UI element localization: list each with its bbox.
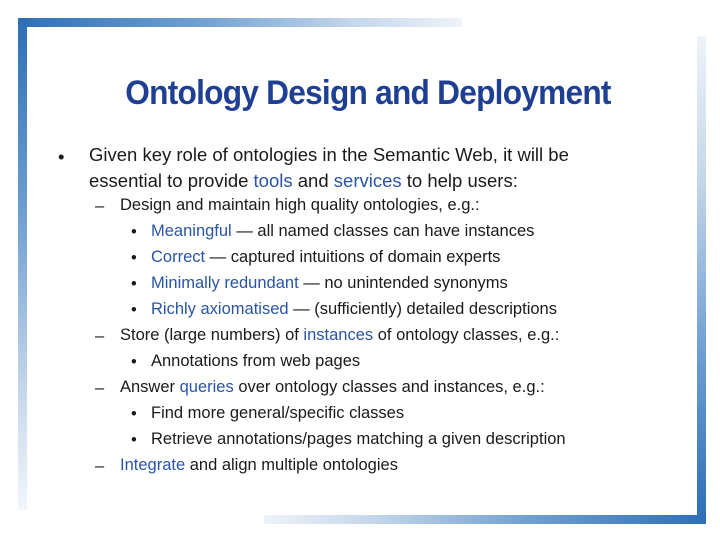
dash-marker: – <box>95 327 105 345</box>
list-item: Meaningful — all named classes can have instances <box>151 222 535 240</box>
sub-bullet-design: Design and maintain high quality ontologies, e.g.: <box>120 196 480 214</box>
dash-marker: – <box>95 379 105 397</box>
term-services: services <box>333 170 402 191</box>
sub-bullet-integrate: Integrate and align multiple ontologies <box>120 456 398 474</box>
list-item: Annotations from web pages <box>151 352 361 370</box>
bullet-main-line2: essential to provide tools and services to help users: <box>89 170 518 191</box>
term-integrate: Integrate <box>120 456 186 474</box>
term-instances: instances <box>303 326 374 344</box>
sub-bullet-answer: Answer queries over ontology classes and instances, e.g.: <box>120 378 545 396</box>
term-tools: tools <box>253 170 293 191</box>
bullet-marker: • <box>131 431 137 449</box>
bullet-marker: • <box>131 249 137 267</box>
term-richly-axiomatised: Richly axiomatised <box>151 300 289 318</box>
list-item: Richly axiomatised — (sufficiently) detailed descriptions <box>151 300 557 318</box>
list-item: Minimally redundant — no unintended synonyms <box>151 274 508 292</box>
list-item: Retrieve annotations/pages matching a given description <box>151 430 566 448</box>
bullet-main-line1: Given key role of ontologies in the Semantic Web, it will be <box>89 144 569 165</box>
dash-marker: – <box>95 197 105 215</box>
slide-title: Ontology Design and Deployment <box>125 74 611 112</box>
bullet-marker: • <box>58 146 65 167</box>
bullet-marker: • <box>131 223 137 241</box>
bullet-marker: • <box>131 405 137 423</box>
bullet-marker: • <box>131 275 137 293</box>
sub-bullet-store: Store (large numbers) of instances of ontology classes, e.g.: <box>120 326 560 344</box>
term-queries: queries <box>179 378 234 396</box>
list-item: Correct — captured intuitions of domain experts <box>151 248 501 266</box>
term-correct: Correct <box>151 248 206 266</box>
term-meaningful: Meaningful <box>151 222 232 240</box>
bullet-marker: • <box>131 301 137 319</box>
term-minimally-redundant: Minimally redundant <box>151 274 299 292</box>
list-item: Find more general/specific classes <box>151 404 405 422</box>
dash-marker: – <box>95 457 105 475</box>
bullet-marker: • <box>131 353 137 371</box>
